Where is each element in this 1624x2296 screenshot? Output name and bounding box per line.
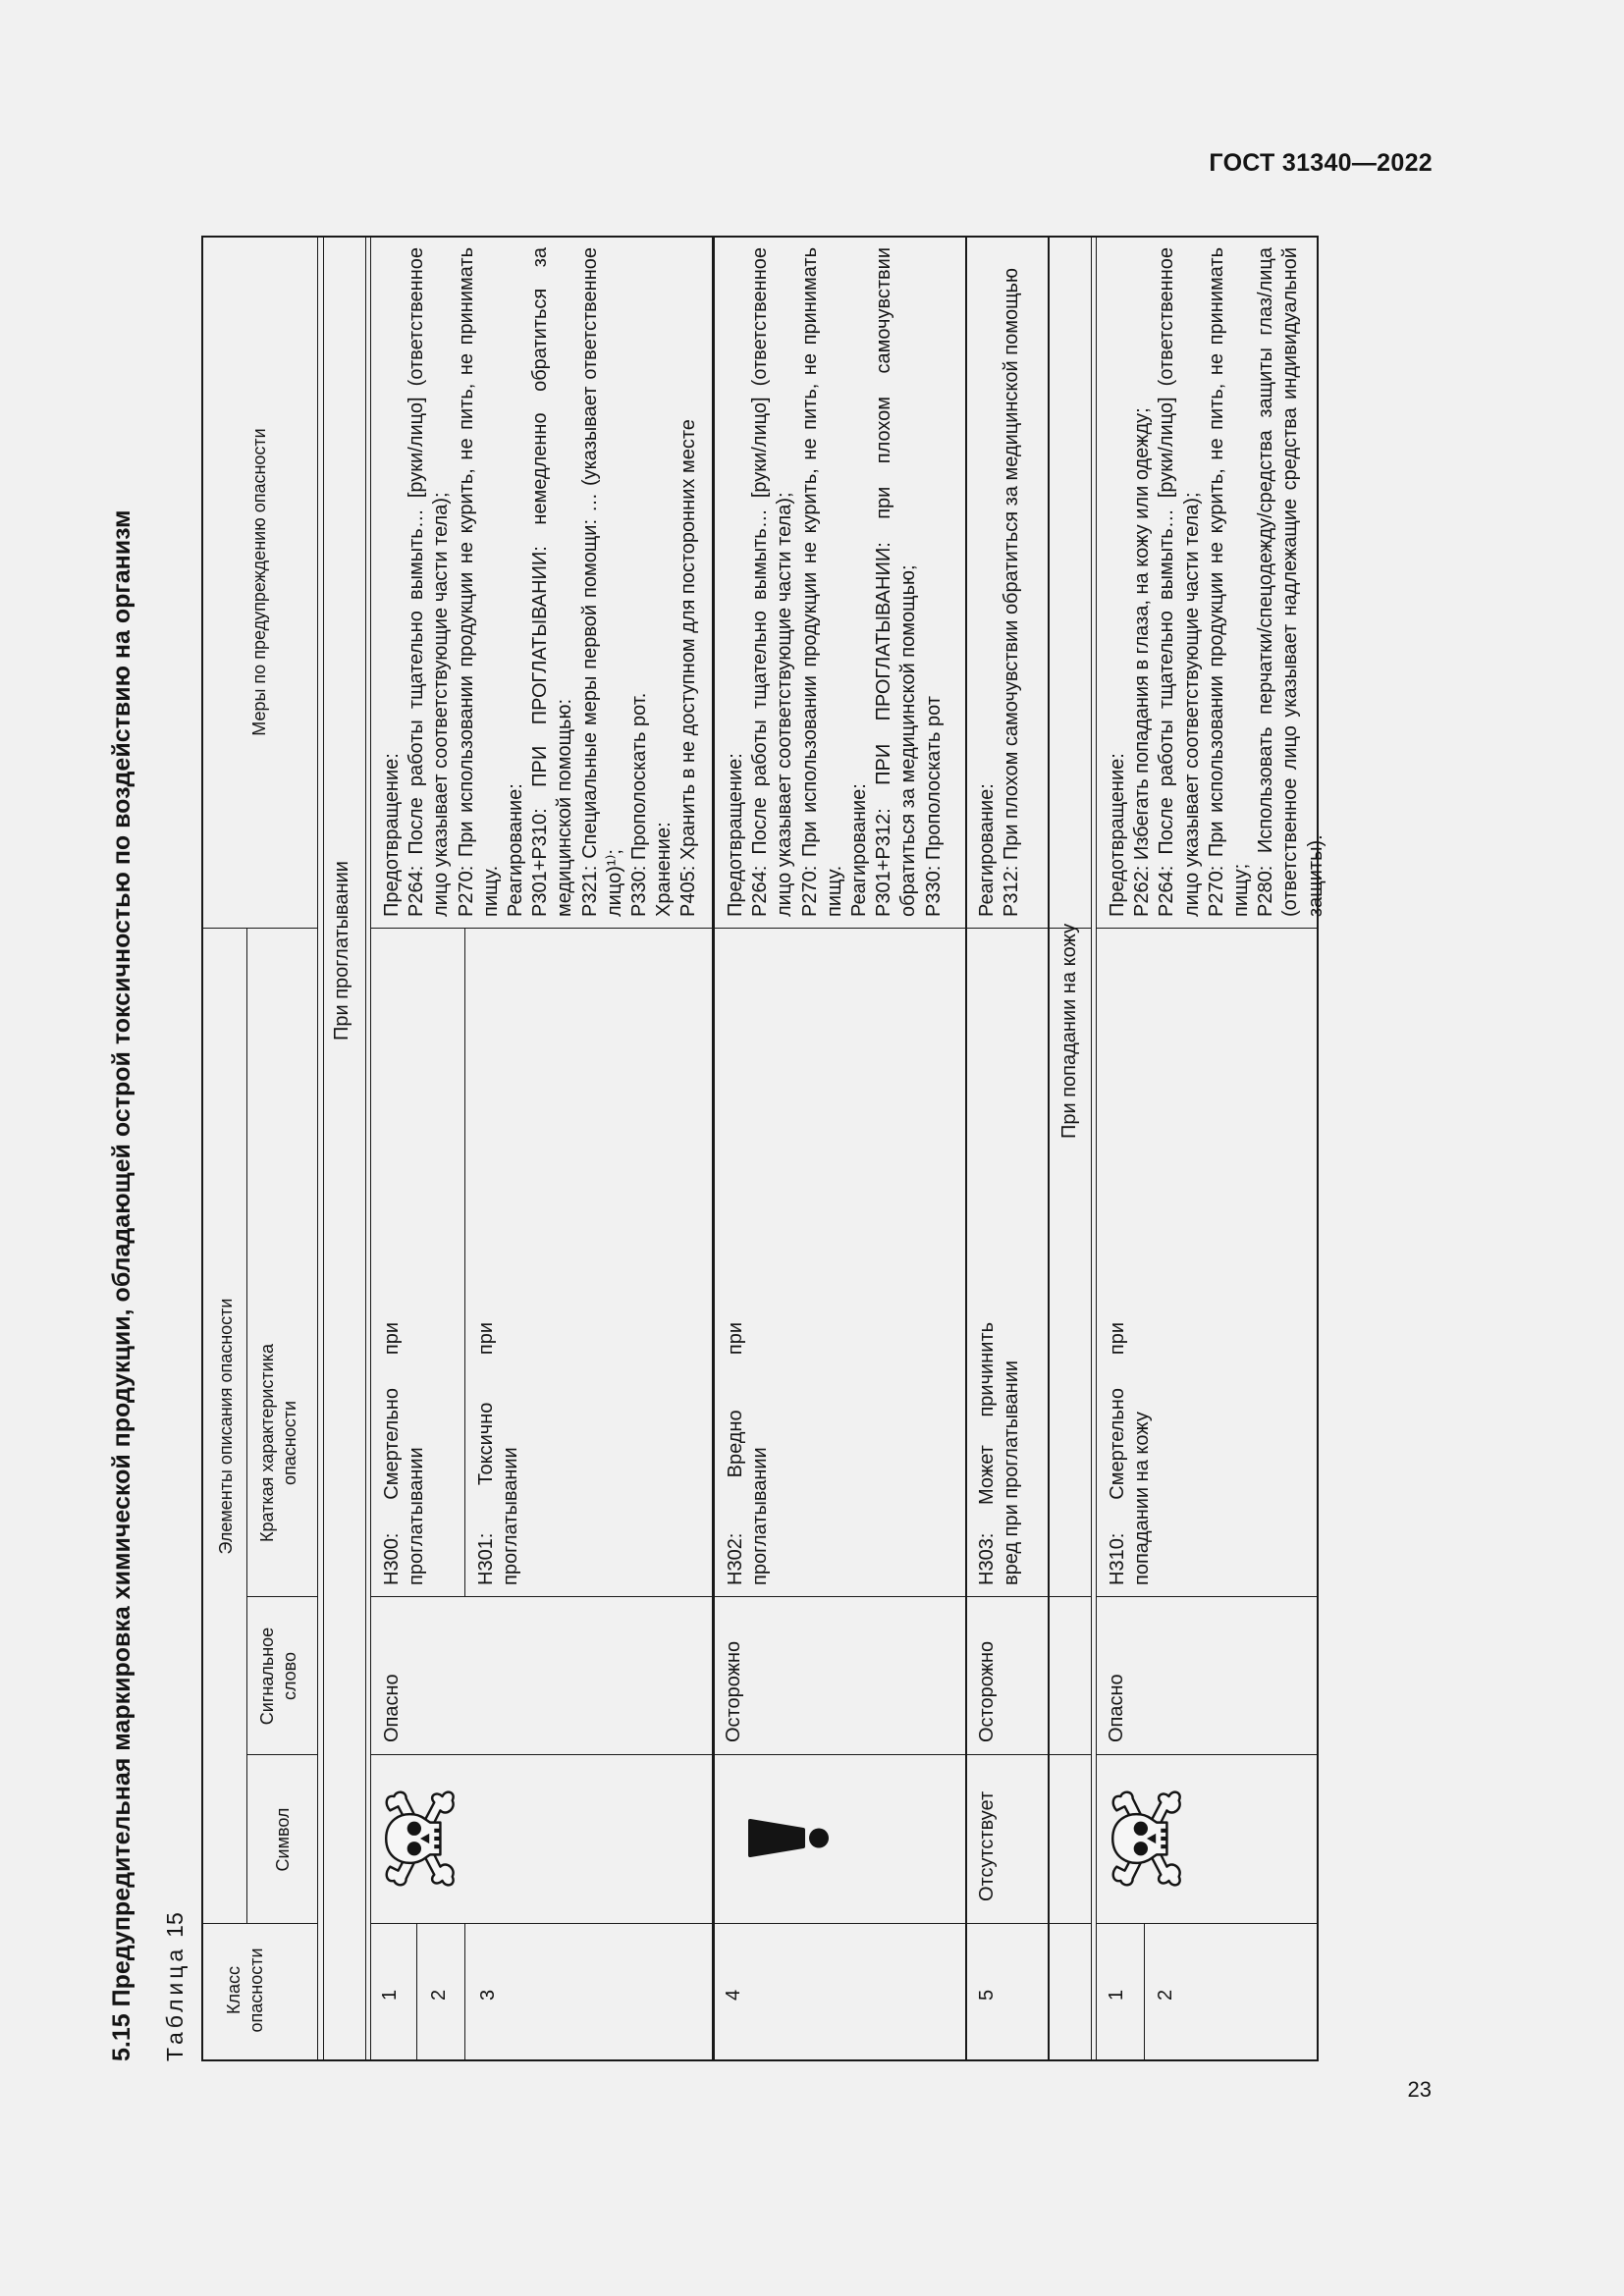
precaution-line: Р264: После работы тщательно вымыть… [руки/лицо] (ответственное лицо указывает соответствующие части тела); (749, 247, 796, 917)
header-hazard-statement: Краткая характеристика опасности (257, 1344, 299, 1542)
precaution-line: Р301+Р312: ПРИ ПРОГЛАТЫВАНИИ: при плохом самочувствии обратиться за медицинской помощью; (873, 247, 920, 917)
hazard-statement: Н310: Смертельно при попадании на кожу (1107, 1322, 1154, 1585)
header-elements-group: Элементы описания опасности (216, 1298, 236, 1555)
exclamation-mark-icon (744, 1801, 833, 1875)
class-2: 2 (1155, 1989, 1176, 2001)
signal-word: Осторожно (976, 1640, 998, 1742)
signal-word: Осторожно (723, 1640, 744, 1742)
header-precautions: Меры по предупреждению опасности (249, 428, 269, 736)
precaution-line: Предотвращение: (381, 753, 403, 917)
precaution-line: Р262: Избегать попадания в глаза, на кожу или одежду; (1131, 407, 1154, 917)
precaution-line: Реагирование: (847, 783, 870, 917)
class-2: 2 (428, 1989, 450, 2001)
precaution-line: Р264: После работы тщательно вымыть… [руки/лицо] (ответственное лицо указывает соответствующие части тела); (1156, 247, 1203, 917)
precautions-list (716, 236, 954, 929)
header-hazard-class: Класс опасности (224, 1948, 266, 2033)
section-title-skin: При попадании на кожу (1058, 923, 1080, 1139)
page-number: 23 (1407, 2077, 1432, 2102)
precaution-line: Р405: Хранить в не доступном для посторонних месте (677, 419, 700, 917)
table-caption-word: Таблица (162, 1945, 188, 2061)
precautions-list (967, 236, 1032, 929)
header-signal-word: Сигнальное слово (257, 1627, 299, 1726)
precaution-line: Р321: Специальные меры первой помощи: … (указывает ответственное лицо)¹⁾; (578, 247, 625, 917)
skull-crossbones-icon (376, 1780, 466, 1897)
header-symbol: Символ (273, 1807, 293, 1872)
precaution-line: Р270: При использовании продукции не курить, не пить, не принимать пищу. (798, 247, 845, 917)
symbol-absent: Отсутствует (976, 1790, 998, 1901)
precaution-line: Р330: Прополоскать рот. (627, 692, 650, 917)
class-5: 5 (976, 1989, 998, 2001)
hazard-statement: Н303: Может причинить вред при проглатывании (976, 1322, 1023, 1585)
standard-code: ГОСТ 31340—2022 (1209, 149, 1433, 177)
precaution-line: Р330: Прополоскать рот (922, 696, 945, 917)
rotated-table-page (108, 226, 1330, 2061)
precaution-line: Р270: При использовании продукции не курить, не пить, не принимать пищу. (455, 247, 502, 917)
precaution-line: Реагирование: (976, 783, 998, 917)
precaution-line: Р280: Использовать перчатки/спецодежду/средства защиты глаз/лица (ответственное лицо указывает надлежащие средства индивидуальной защиты). (1255, 247, 1326, 917)
class-1: 1 (379, 1989, 401, 2001)
class-4: 4 (723, 1989, 744, 2001)
precaution-line: Предотвращение: (1107, 753, 1128, 917)
precaution-line: Хранение: (653, 822, 676, 917)
hazard-statement: Н302: Вредно при проглатывании (725, 1322, 772, 1585)
precaution-line: Р270: При использовании продукции не курить, не пить, не принимать пищу; (1205, 247, 1252, 917)
signal-word: Опасно (381, 1674, 403, 1742)
hazard-statement: Н300: Смертельно при проглатывании (381, 1322, 428, 1585)
precaution-line: Р264: После работы тщательно вымыть… [руки/лицо] (ответственное лицо указывает соответствующие части тела); (406, 247, 453, 917)
section-title-ingestion: При проглатывании (331, 861, 352, 1041)
skull-crossbones-icon (1103, 1780, 1193, 1897)
precaution-line: Р301+Р310: ПРИ ПРОГЛАТЫВАНИИ: немедленно обратиться за медицинской помощью: (529, 247, 576, 917)
precaution-line: Р312: При плохом самочувствии обратиться за медицинской помощью (1001, 268, 1023, 917)
table-caption-number: 15 (162, 1912, 188, 1938)
section-title: 5.15 Предупредительная маркировка химической продукции, обладающей острой токсичностью по воздействию на организм (108, 509, 135, 2061)
hazard-statement: Н301: Токсично при проглатывании (475, 1322, 522, 1585)
class-3: 3 (477, 1989, 499, 2001)
table-caption (162, 1912, 189, 2061)
signal-word: Опасно (1106, 1674, 1127, 1742)
precautions-list (372, 236, 709, 929)
precaution-line: Предотвращение: (725, 753, 746, 917)
precaution-line: Реагирование: (504, 783, 526, 917)
hazard-table (201, 236, 1326, 2061)
class-1: 1 (1106, 1989, 1127, 2001)
precautions-list (1098, 236, 1336, 929)
